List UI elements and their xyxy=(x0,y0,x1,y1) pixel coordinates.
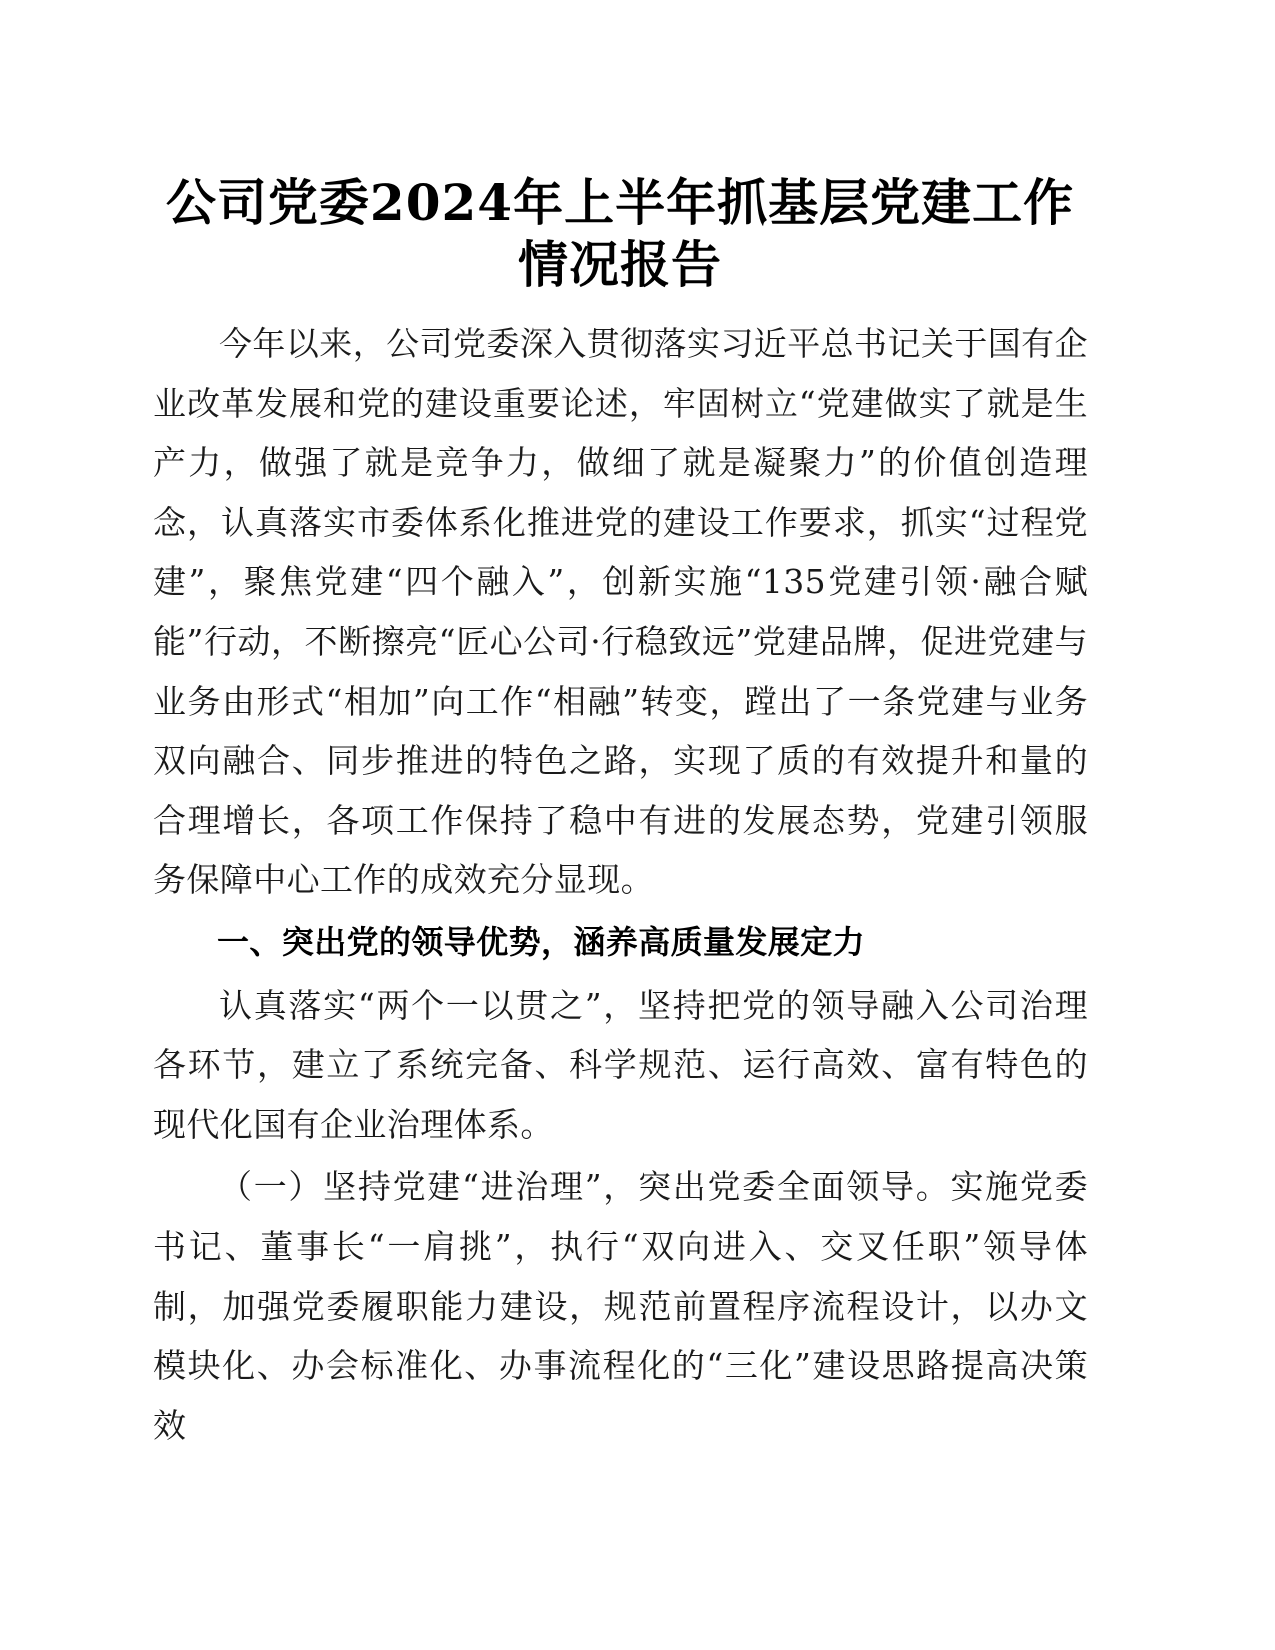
section-heading-1: 一、突出党的领导优势，涵养高质量发展定力 xyxy=(217,922,866,961)
intro-paragraph: 今年以来，公司党委深入贯彻落实习近平总书记关于国有企业改革发展和党的建设重要论述，牢固树立“党建做实了就是生产力，做强了就是竞争力，做细了就是凝聚力”的价值创造理念，认真落实市委体系化推进党的建设工作要求，抓实“过程党建”，聚焦党建“四个融入”，创新实施“135党建引领·融合赋能”行动，不断擦亮“匠心公司·行稳致远”党建品牌，促进党建与业务由形式“相加”向工作“相融”转变，蹚出了一条党建与业务双向融合、同步推进的特色之路，实现了质的有效提升和量的合理增长，各项工作保持了稳中有进的发展态势，党建引领服务保障中心工作的成效充分显现。 xyxy=(153,324,1088,900)
document-title: 公司党委2024年上半年抓基层党建工作情况报告 xyxy=(165,173,1075,294)
document-body xyxy=(153,314,1088,1455)
subsection-1-paragraph: （一）坚持党建“进治理”，突出党委全面领导。实施党委书记、董事长“一肩挑”，执行“双向进入、交叉任职”领导体制，加强党委履职能力建设，规范前置程序流程设计，以办文模块化、办会标准化、办事流程化的“三化”建设思路提高决策效 xyxy=(153,1167,1088,1445)
section-1-paragraph: 认真落实“两个一以贯之”，坚持把党的领导融入公司治理各环节，建立了系统完备、科学规范、运行高效、富有特色的现代化国有企业治理体系。 xyxy=(153,985,1088,1144)
